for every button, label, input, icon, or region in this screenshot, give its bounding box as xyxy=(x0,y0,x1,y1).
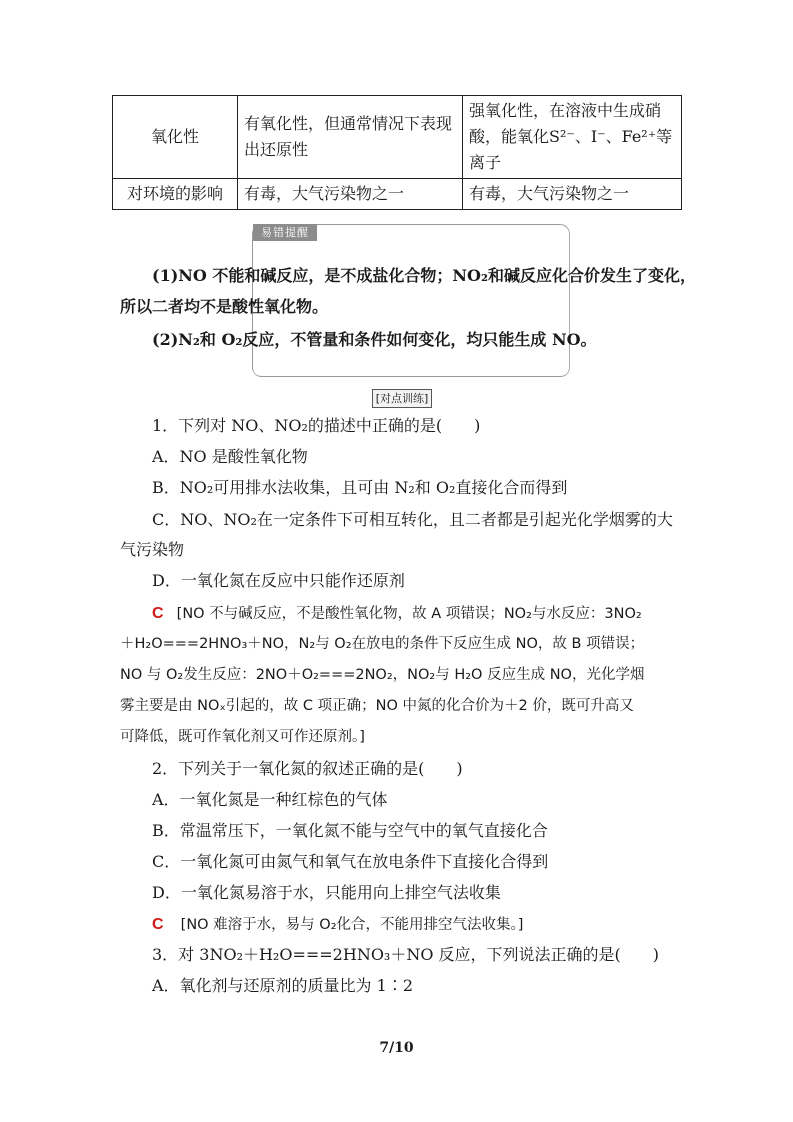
q2-option-b: B．常温常压下，一氧化氮不能与空气中的氧气直接化合 xyxy=(152,821,548,840)
table-row xyxy=(113,96,682,179)
properties-table xyxy=(112,95,682,210)
tip-paragraph-1-cont: 所以二者均不是酸性氧化物。 xyxy=(120,297,329,316)
tip-paragraph-1: (1)NO 不能和碱反应，是不成盐化合物；NO₂和碱反应化合价发生了变化， xyxy=(152,266,696,285)
q1-answer: C xyxy=(152,605,164,622)
q3-stem: 3．对 3NO₂＋H₂O===2HNO₃＋NO 反应，下列说法正确的是( ) xyxy=(152,945,660,964)
q3-option-a: A．氧化剂与还原剂的质量比为 1∶2 xyxy=(152,976,414,995)
table-cell: 氧化性 xyxy=(113,96,238,179)
q2-explanation xyxy=(152,914,712,935)
table-cell: 对环境的影响 xyxy=(113,179,238,210)
table-row xyxy=(113,179,682,210)
table-cell: 有毒，大气污染物之一 xyxy=(238,179,463,210)
q1-option-d: D．一氧化氮在反应中只能作还原剂 xyxy=(152,571,405,590)
table-cell: 强氧化性，在溶液中生成硝酸，能氧化S²⁻、I⁻、Fe²⁺等离子 xyxy=(463,96,682,179)
q1-stem: 1．下列对 NO、NO₂的描述中正确的是( ) xyxy=(152,416,481,435)
q1-option-b: B．NO₂可用排水法收集，且可由 N₂和 O₂直接化合而得到 xyxy=(152,478,568,497)
q1-explanation-line-5: 可降低，既可作氧化剂又可作还原剂。] xyxy=(120,729,365,745)
tip-paragraph-2: (2)N₂和 O₂反应，不管量和条件如何变化，均只能生成 NO。 xyxy=(152,330,597,349)
q2-stem: 2．下列关于一氧化氮的叙述正确的是( ) xyxy=(152,759,463,778)
q2-explanation-text: [NO 难溶于水，易与 O₂化合，不能用排空气法收集。] xyxy=(180,917,524,933)
q2-option-c: C．一氧化氮可由氮气和氧气在放电条件下直接化合得到 xyxy=(152,852,549,871)
q1-option-c-cont: 气污染物 xyxy=(120,540,185,559)
q1-option-a: A．NO 是酸性氧化物 xyxy=(152,447,308,466)
q1-explanation-text: [NO 不与碱反应，不是酸性氧化物，故 A 项错误；NO₂与水反应：3NO₂ xyxy=(176,606,642,622)
table-cell: 有毒，大气污染物之一 xyxy=(463,179,682,210)
q2-option-d: D．一氧化氮易溶于水，只能用向上排空气法收集 xyxy=(152,883,501,902)
q1-explanation-line-3: NO 与 O₂发生反应：2NO＋O₂===2NO₂，NO₂与 H₂O 反应生成 NO，光化学烟 xyxy=(120,667,645,683)
q2-answer: C xyxy=(152,916,164,933)
page-number: 7/10 xyxy=(379,1040,414,1056)
tip-box-bottom xyxy=(252,366,570,377)
q1-explanation-line-2: ＋H₂O===2HNO₃＋NO，N₂与 O₂在放电的条件下反应生成 NO，故 B 项错误； xyxy=(120,636,645,652)
section-tag: [对点训练] xyxy=(372,389,432,408)
q1-explanation-line-4: 雾主要是由 NOₓ引起的，故 C 项正确；NO 中氮的化合价为＋2 价，既可升高又 xyxy=(120,698,634,714)
q2-option-a: A．一氧化氮是一种红棕色的气体 xyxy=(152,790,388,809)
q1-option-c: C．NO、NO₂在一定条件下可相互转化，且二者都是引起光化学烟雾的大 xyxy=(152,510,673,529)
q1-explanation-line-1 xyxy=(152,603,712,624)
table-cell: 有氧化性，但通常情况下表现出还原性 xyxy=(238,96,463,179)
tip-tag: 易错提醒 xyxy=(253,224,317,241)
